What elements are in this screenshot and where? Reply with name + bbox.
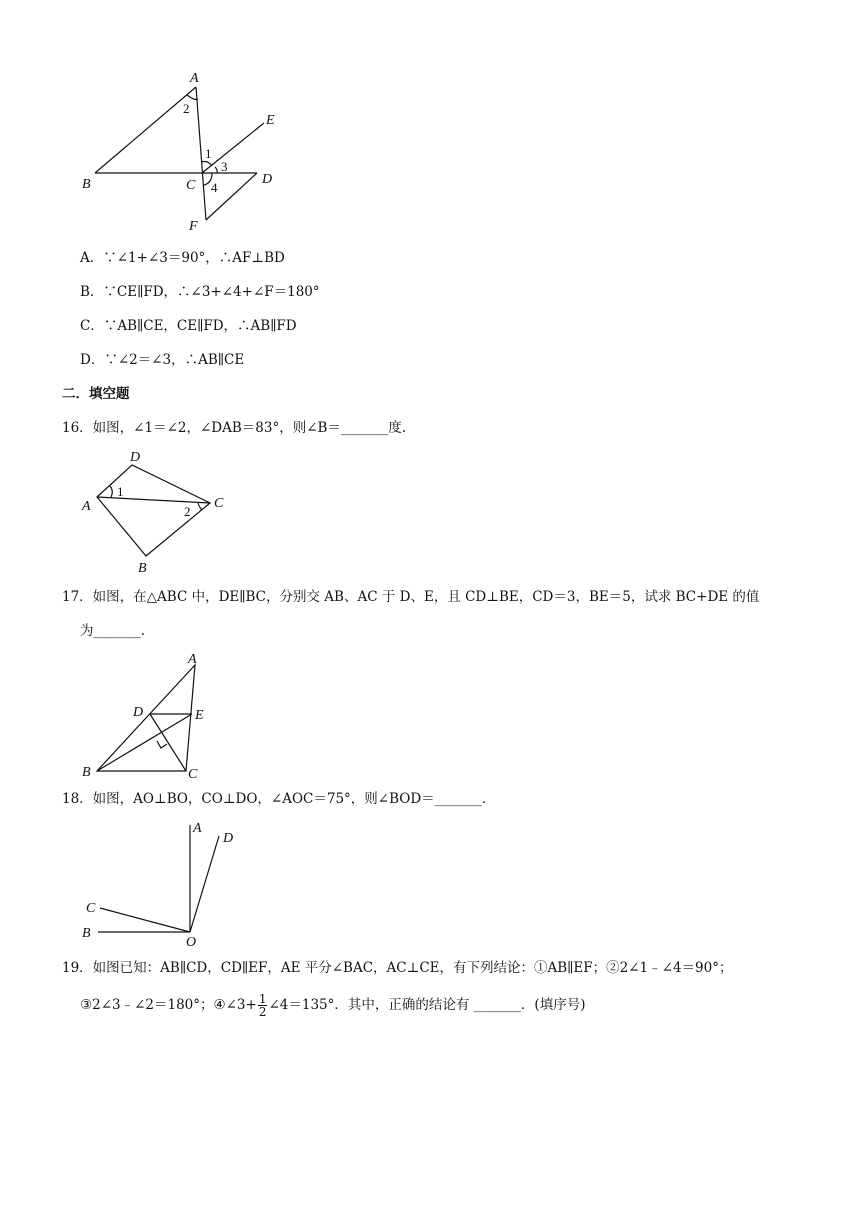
label-D: D bbox=[133, 705, 144, 720]
label-E: E bbox=[266, 113, 275, 128]
question-18: 18．如图，AO⊥BO，CO⊥DO，∠AOC＝75°，则∠BOD＝_______. bbox=[62, 791, 487, 807]
label-angle-2: 2 bbox=[184, 504, 191, 519]
fraction-denominator: 2 bbox=[258, 1005, 267, 1019]
figure-q15 bbox=[0, 0, 860, 240]
figure-q18 bbox=[0, 812, 860, 952]
label-B: B bbox=[82, 926, 91, 941]
question-19-line2-part1: ③2∠3﹣∠2＝180°；④∠3+ bbox=[80, 997, 257, 1013]
label-angle-1: 1 bbox=[205, 146, 212, 161]
label-angle-2: 2 bbox=[183, 101, 190, 116]
diagonal-AC bbox=[97, 497, 210, 503]
label-O: O bbox=[186, 935, 197, 950]
label-C: C bbox=[188, 767, 198, 782]
question-19-line1: 19．如图已知：AB∥CD，CD∥EF，AE 平分∠BAC，AC⊥CE，有下列结论：①AB∥EF；②2∠1﹣∠4＝90°； bbox=[62, 960, 733, 976]
option-d: D．∵∠2＝∠3，∴AB∥CE bbox=[80, 352, 245, 368]
fraction-numerator: 1 bbox=[258, 992, 267, 1006]
question-19-line2 bbox=[80, 993, 585, 1018]
label-C: C bbox=[186, 178, 196, 193]
ray-OD bbox=[190, 836, 219, 932]
label-angle-3: 3 bbox=[221, 159, 228, 174]
angle-arc-2 bbox=[198, 503, 202, 510]
question-17-line2: 为_______. bbox=[80, 623, 146, 639]
label-D: D bbox=[262, 172, 273, 187]
option-c: C．∵AB∥CE，CE∥FD，∴AB∥FD bbox=[80, 318, 297, 334]
label-D: D bbox=[223, 831, 234, 846]
label-B: B bbox=[82, 765, 91, 780]
quadrilateral-ADCB bbox=[97, 465, 210, 556]
angle-arc-1 bbox=[110, 486, 112, 497]
label-B: B bbox=[138, 561, 147, 576]
angle-arc-1 bbox=[201, 162, 212, 167]
segment-BE bbox=[97, 714, 192, 771]
label-A: A bbox=[193, 821, 202, 836]
label-E: E bbox=[195, 708, 204, 723]
label-A: A bbox=[190, 71, 199, 86]
segment-CD bbox=[150, 714, 186, 771]
label-D: D bbox=[130, 450, 141, 465]
question-16: 16．如图，∠1＝∠2，∠DAB＝83°，则∠B＝_______度. bbox=[62, 420, 406, 436]
figure-q16 bbox=[0, 440, 860, 580]
label-A: A bbox=[82, 499, 91, 514]
triangle-ABC bbox=[97, 665, 195, 771]
label-A: A bbox=[188, 652, 197, 667]
label-B: B bbox=[82, 177, 91, 192]
label-F: F bbox=[189, 219, 198, 234]
section-title: 二．填空题 bbox=[62, 386, 130, 402]
option-a: A．∵∠1+∠3＝90°，∴AF⊥BD bbox=[80, 250, 285, 266]
figure-q17 bbox=[0, 645, 860, 785]
label-C: C bbox=[86, 901, 96, 916]
angle-arc-3 bbox=[215, 167, 217, 173]
question-19-line2-part2: ∠4＝135°．其中，正确的结论有 _______．(填序号) bbox=[268, 997, 586, 1013]
fraction-one-half bbox=[258, 993, 268, 1018]
right-angle-mark bbox=[157, 741, 167, 748]
label-C: C bbox=[214, 496, 224, 511]
label-angle-4: 4 bbox=[211, 180, 218, 195]
question-17-line1: 17．如图，在△ABC 中，DE∥BC，分别交 AB、AC 于 D、E，且 CD⊥BE，CD＝3，BE＝5，试求 BC+DE 的值 bbox=[62, 589, 760, 605]
option-b: B．∵CE∥FD，∴∠3+∠4+∠F＝180° bbox=[80, 284, 320, 300]
label-angle-1: 1 bbox=[117, 484, 124, 499]
ray-OC bbox=[100, 908, 190, 932]
segment-AB bbox=[95, 87, 196, 173]
